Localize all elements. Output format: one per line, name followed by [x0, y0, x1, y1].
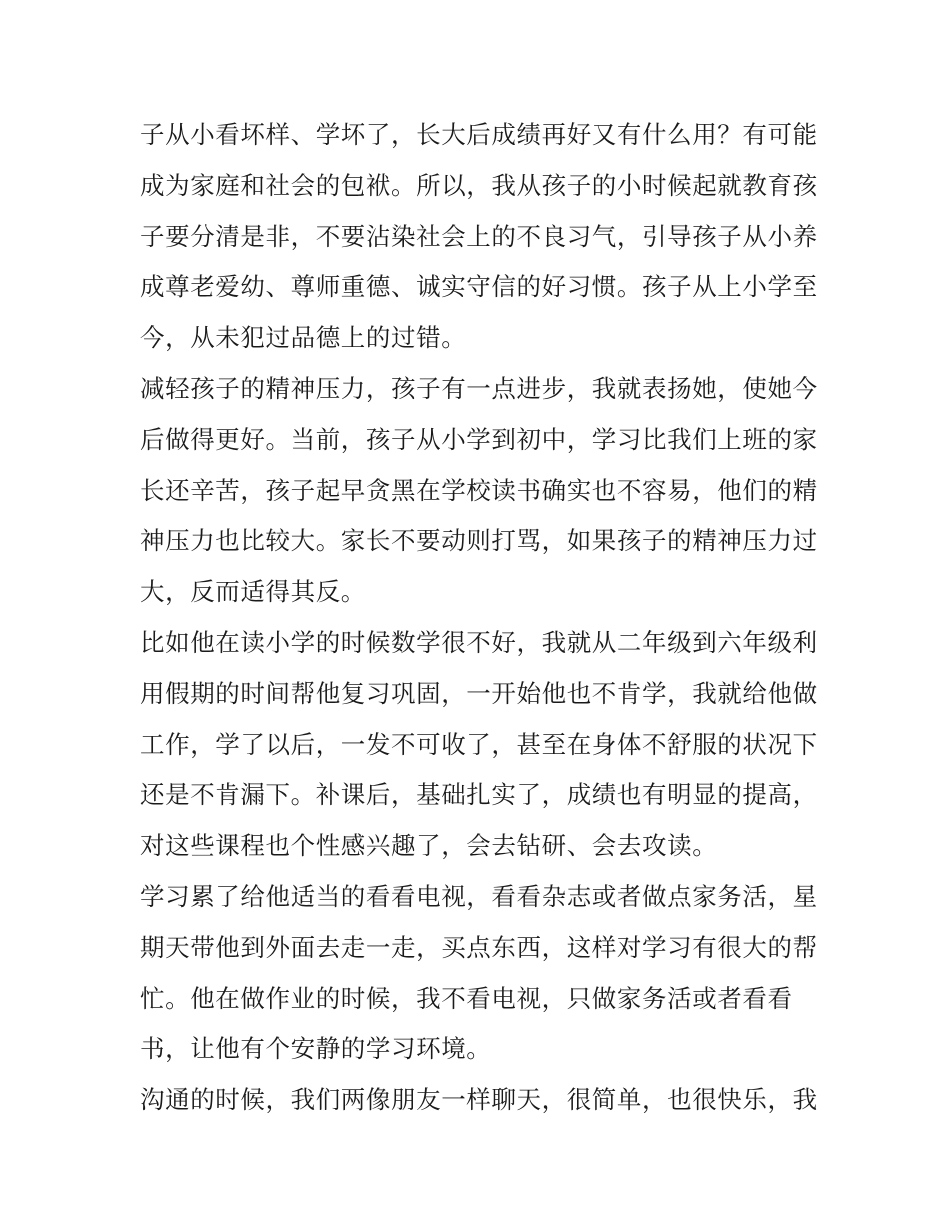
text-line: 忙。他在做作业的时候，我不看电视，只做家务活或者看看	[140, 983, 793, 1013]
document-body	[140, 110, 820, 1126]
text-line: 书，让他有个安静的学习环境。	[140, 1034, 492, 1064]
text-line: 今，从未犯过品德上的过错。	[140, 323, 467, 353]
text-line: 子从小看坏样、学坏了，长大后成绩再好又有什么用？有可能	[140, 120, 818, 149]
text-line: 期天带他到外面去走一走，买点东西，这样对学习有很大的帮	[140, 932, 818, 962]
text-line: 对这些课程也个性感兴趣了，会去钻研、会去攻读。	[140, 831, 718, 861]
text-line: 大，反而适得其反。	[140, 577, 366, 607]
text-line: 工作，学了以后，一发不可收了，甚至在身体不舒服的状况下	[140, 729, 818, 759]
text-line: 还是不肯漏下。补课后，基础扎实了，成绩也有明显的提高，	[140, 780, 818, 810]
text-line: 用假期的时间帮他复习巩固，一开始他也不肯学，我就给他做	[140, 678, 818, 708]
text-line: 成尊老爱幼、尊师重德、诚实守信的好习惯。孩子从上小学至	[140, 272, 818, 302]
text-line: 比如他在读小学的时候数学很不好，我就从二年级到六年级利	[140, 627, 818, 657]
text-line: 神压力也比较大。家长不要动则打骂，如果孩子的精神压力过	[140, 526, 818, 556]
text-line: 沟通的时候，我们两像朋友一样聊天，很简单，也很快乐，我	[140, 1085, 818, 1115]
text-line: 子要分清是非，不要沾染社会上的不良习气，引导孩子从小养	[140, 221, 818, 251]
text-line: 后做得更好。当前，孩子从小学到初中，学习比我们上班的家	[140, 424, 818, 454]
text-line: 成为家庭和社会的包袱。所以，我从孩子的小时候起就教育孩	[140, 170, 818, 200]
text-line: 长还辛苦，孩子起早贪黑在学校读书确实也不容易，他们的精	[140, 475, 818, 505]
text-line: 减轻孩子的精神压力，孩子有一点进步，我就表扬她，使她今	[140, 373, 818, 403]
text-line: 学习累了给他适当的看看电视，看看杂志或者做点家务活，星	[140, 881, 818, 911]
